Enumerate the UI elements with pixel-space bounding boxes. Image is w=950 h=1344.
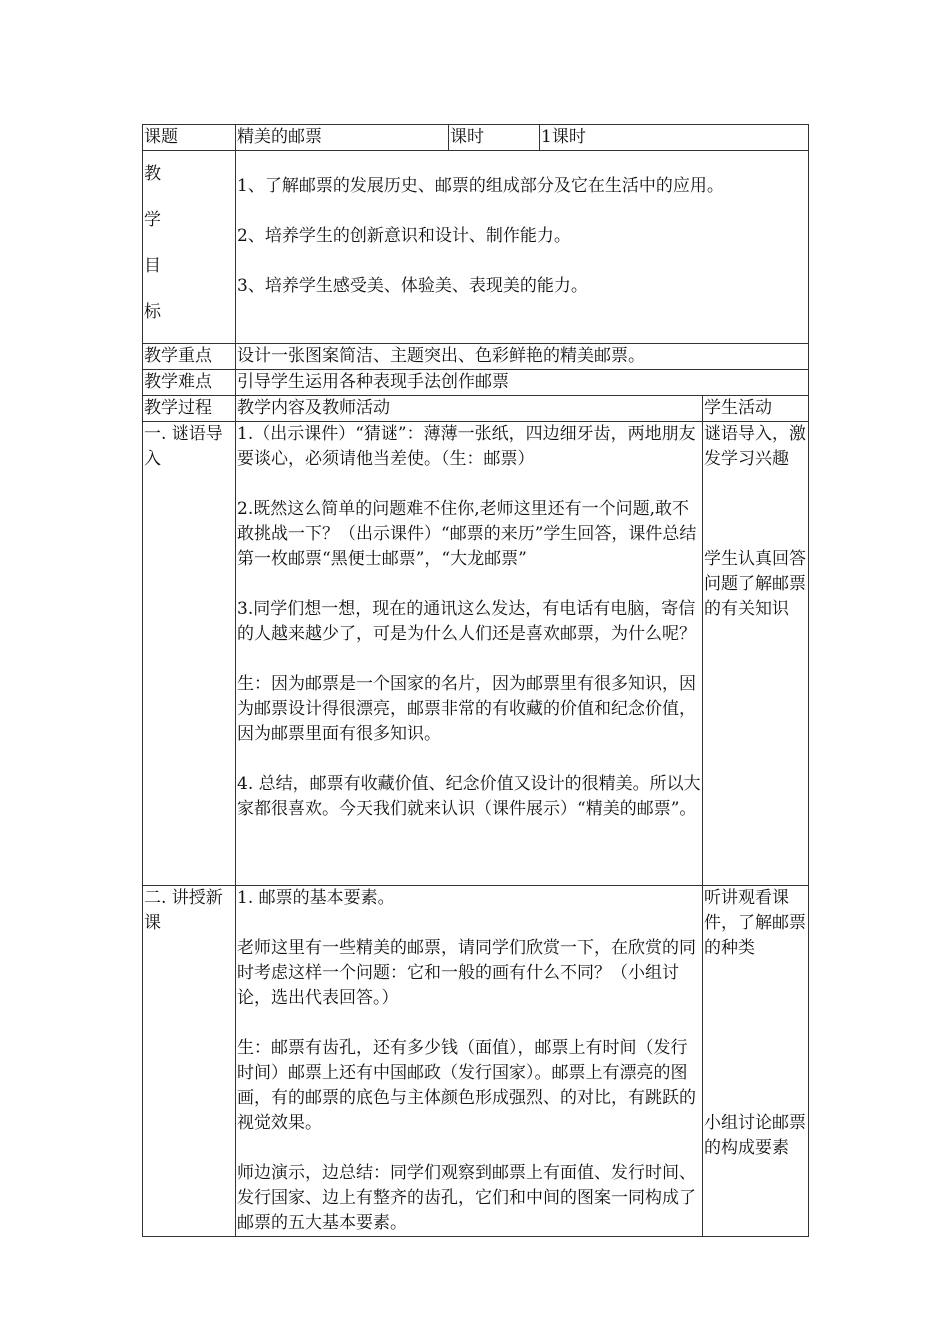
goal-item: 3、培养学生感受美、体验美、表现美的能力。 (237, 276, 588, 296)
content-paragraph: 3.同学们想一想，现在的通讯这么发达，有电话有电脑，寄信的人越来越少了，可是为什么人们还是喜欢邮票，为什么呢？ (237, 599, 696, 644)
goals-label-char: 目 (144, 256, 161, 276)
stage-2-label: 二. 讲授新课 (143, 886, 236, 1237)
row-goals (143, 151, 809, 344)
student-activity: 小组讨论邮票的构成要素 (704, 1113, 806, 1158)
row-stage-1 (143, 422, 809, 886)
content-paragraph: 1.（出示课件）“猜谜”：薄薄一张纸，四边细牙齿，两地朋友要谈心，必须请他当差使。（生：邮票） (237, 424, 696, 469)
row-process-header (143, 396, 809, 422)
row-key-point (143, 344, 809, 370)
stage-1-content (236, 422, 703, 886)
key-point-label: 教学重点 (143, 344, 236, 370)
process-header-stage: 教学过程 (143, 396, 236, 422)
goals-list (236, 151, 809, 344)
stage-2-student (703, 886, 809, 1237)
stage-1-student (703, 422, 809, 886)
content-paragraph: 生：邮票有齿孔，还有多少钱（面值），邮票上有时间（发行时间）邮票上还有中国邮政（发行国家）。邮票上有漂亮的图画，有的邮票的底色与主体颜色形成强烈、的对比，有跳跃的视觉效果。 (237, 1038, 696, 1133)
goals-label-char: 教 (144, 164, 161, 184)
process-header-student: 学生活动 (703, 396, 809, 422)
difficulty-value: 引导学生运用各种表现手法创作邮票 (236, 370, 809, 396)
lesson-plan-table (142, 124, 809, 1237)
student-activity: 谜语导入，激发学习兴趣 (704, 424, 806, 469)
goal-item: 2、培养学生的创新意识和设计、制作能力。 (237, 226, 571, 246)
topic-label: 课题 (143, 125, 236, 151)
goals-label-char: 标 (144, 302, 161, 322)
stage-1-label: 一. 谜语导入 (143, 422, 236, 886)
period-value: 1课时 (540, 125, 809, 151)
row-stage-2 (143, 886, 809, 1237)
content-paragraph: 师边演示，边总结：同学们观察到邮票上有面值、发行时间、发行国家、边上有整齐的齿孔，它们和中间的图案一同构成了邮票的五大基本要素。 (237, 1163, 696, 1233)
process-header-content: 教学内容及教师活动 (236, 396, 703, 422)
content-paragraph: 1. 邮票的基本要素。 (237, 888, 395, 908)
content-paragraph: 4. 总结，邮票有收藏价值、纪念价值又设计的很精美。所以大家都很喜欢。今天我们就来认识（课件展示）“精美的邮票”。 (237, 774, 701, 819)
student-activity: 听讲观看课件，了解邮票的种类 (704, 888, 806, 958)
content-paragraph: 生：因为邮票是一个国家的名片，因为邮票里有很多知识，因为邮票设计得很漂亮，邮票非常的有收藏的价值和纪念价值，因为邮票里面有很多知识。 (237, 674, 696, 744)
goals-label (143, 151, 236, 344)
content-paragraph: 老师这里有一些精美的邮票，请同学们欣赏一下，在欣赏的同时考虑这样一个问题：它和一般的画有什么不同？（小组讨论，选出代表回答。） (237, 938, 696, 1008)
key-point-value: 设计一张图案简洁、主题突出、色彩鲜艳的精美邮票。 (236, 344, 809, 370)
topic-value: 精美的邮票 (236, 125, 449, 151)
row-topic (143, 125, 809, 151)
stage-2-content (236, 886, 703, 1237)
difficulty-label: 教学难点 (143, 370, 236, 396)
student-activity: 学生认真回答问题了解邮票的有关知识 (704, 549, 806, 619)
goals-label-char: 学 (144, 210, 161, 230)
goal-item: 1、了解邮票的发展历史、邮票的组成部分及它在生活中的应用。 (237, 176, 724, 196)
row-difficulty (143, 370, 809, 396)
period-label: 课时 (449, 125, 540, 151)
content-paragraph: 2.既然这么简单的问题难不住你,老师这里还有一个问题,敢不敢挑战一下？（出示课件）“邮票的来历”学生回答，课件总结第一枚邮票“黑便士邮票”，“大龙邮票” (237, 499, 697, 569)
